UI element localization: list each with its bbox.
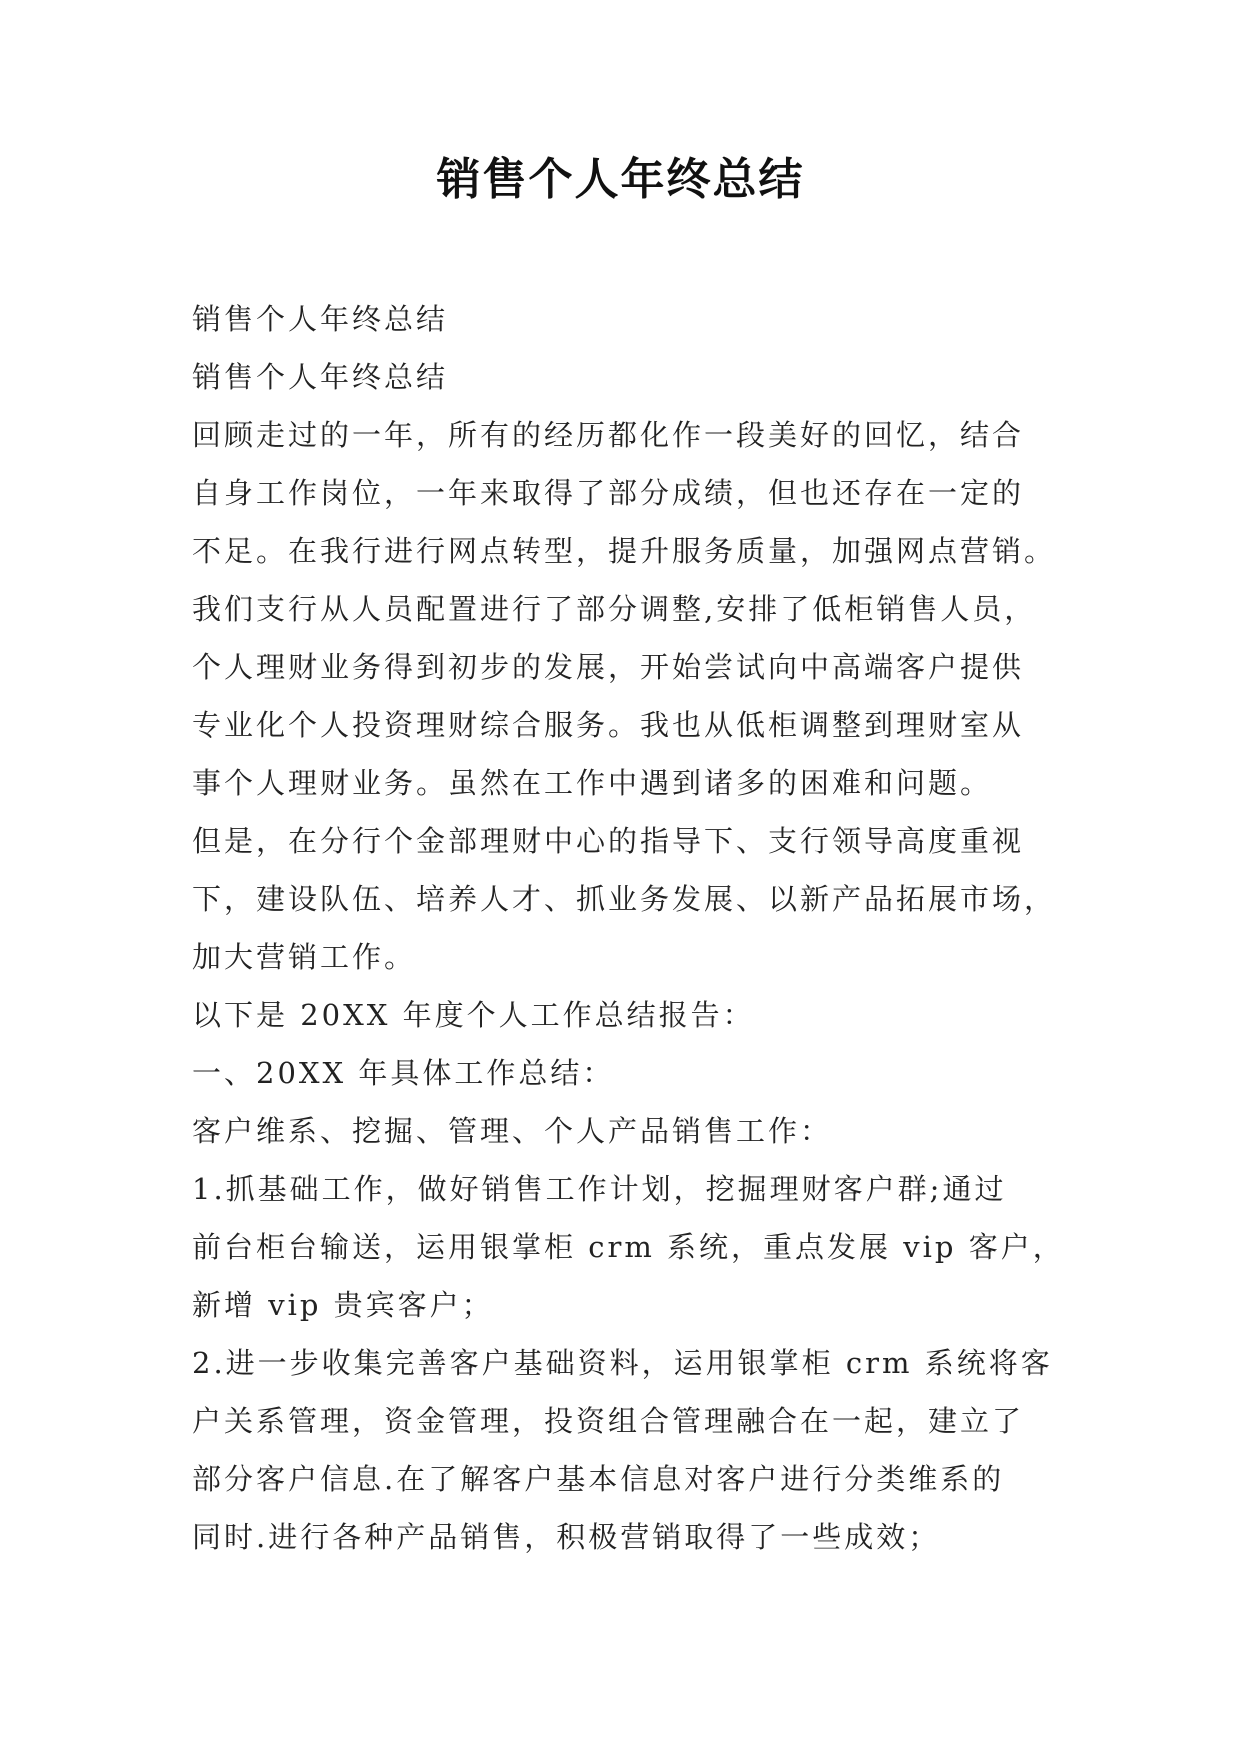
- text-line: 2.进一步收集完善客户基础资料，运用银掌柜 crm 系统将客: [192, 1346, 1053, 1380]
- document-title: 销售个人年终总结: [436, 154, 805, 205]
- text-line: 销售个人年终总结: [192, 360, 449, 394]
- text-line: 客户维系、挖掘、管理、个人产品销售工作：: [192, 1114, 833, 1148]
- text-line: 销售个人年终总结: [192, 302, 449, 336]
- text-line: 回顾走过的一年，所有的经历都化作一段美好的回忆，结合: [192, 418, 1025, 452]
- text-line: 户关系管理，资金管理，投资组合管理融合在一起，建立了: [192, 1404, 1025, 1438]
- text-line: 个人理财业务得到初步的发展，开始尝试向中高端客户提供: [192, 650, 1025, 684]
- text-line: 同时.进行各种产品销售，积极营销取得了一些成效；: [192, 1520, 941, 1554]
- text-line: 前台柜台输送，运用银掌柜 crm 系统，重点发展 vip 客户，: [192, 1230, 1065, 1264]
- text-line: 一、20XX 年具体工作总结：: [192, 1056, 615, 1090]
- document-body: [192, 290, 1065, 1566]
- text-line: 加大营销工作。: [192, 940, 417, 974]
- text-line: 自身工作岗位，一年来取得了部分成绩，但也还存在一定的: [192, 476, 1025, 510]
- text-line: 1.抓基础工作，做好销售工作计划，挖掘理财客户群;通过: [192, 1172, 1007, 1206]
- text-line: 以下是 20XX 年度个人工作总结报告：: [192, 998, 755, 1032]
- text-line: 部分客户信息.在了解客户基本信息对客户进行分类维系的: [192, 1462, 1005, 1496]
- text-line: 专业化个人投资理财综合服务。我也从低柜调整到理财室从: [192, 708, 1025, 742]
- text-line: 事个人理财业务。虽然在工作中遇到诸多的困难和问题。: [192, 766, 993, 800]
- text-line: 新增 vip 贵宾客户；: [192, 1288, 494, 1322]
- text-line: 下，建设队伍、培养人才、抓业务发展、以新产品拓展市场，: [192, 882, 1057, 916]
- text-line: 我们支行从人员配置进行了部分调整,安排了低柜销售人员，: [192, 592, 1037, 626]
- text-line: 但是，在分行个金部理财中心的指导下、支行领导高度重视: [192, 824, 1025, 858]
- text-line: 不足。在我行进行网点转型，提升服务质量，加强网点营销。: [192, 534, 1057, 568]
